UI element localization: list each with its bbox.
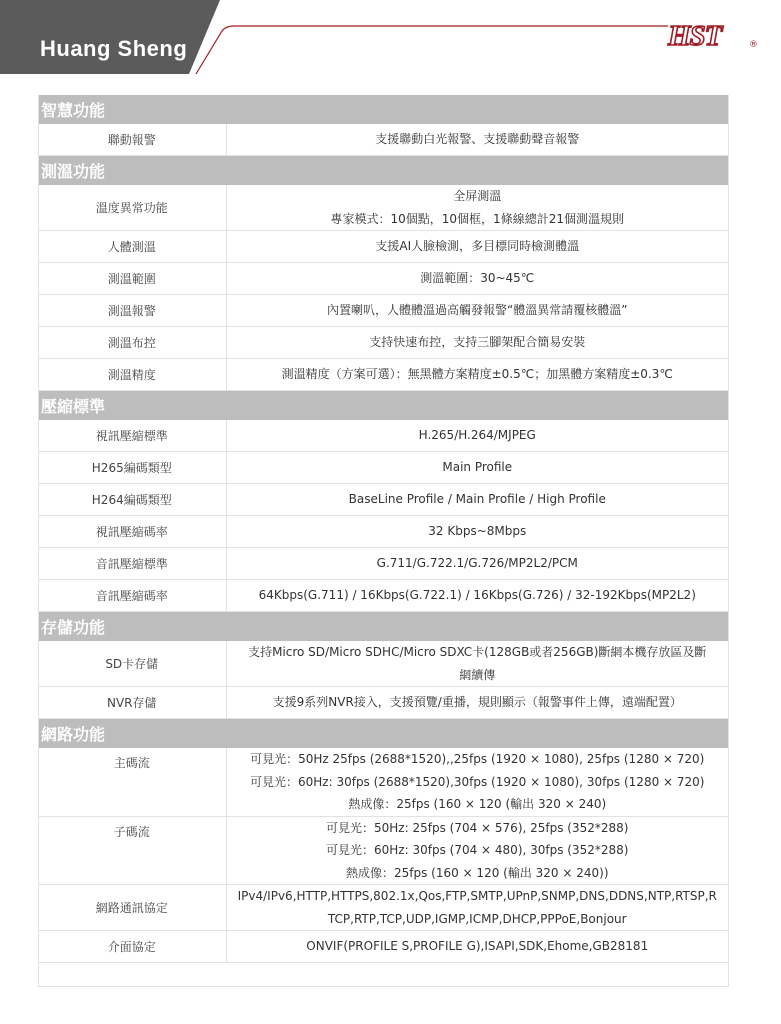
spec-label: 聯動報警 — [38, 124, 226, 156]
spec-value — [226, 359, 728, 391]
spec-value-line: 支援AI人臉檢測，多目標同時檢測體溫 — [375, 239, 580, 254]
section-title: 存儲功能 — [38, 612, 728, 642]
section-title: 測溫功能 — [38, 156, 728, 186]
spec-value-line: 可見光：50Hz: 25fps (704 × 576), 25fps (352*288) — [326, 820, 629, 835]
spec-value — [226, 885, 728, 931]
spec-value-line: 測溫精度（方案可選）：無黑體方案精度±0.5℃；加黑體方案精度±0.3℃ — [281, 367, 673, 382]
spec-row — [38, 548, 728, 580]
section-header — [38, 95, 728, 124]
spec-value-line: 測溫範圍：30~45℃ — [420, 271, 535, 286]
spec-value-line: 可見光：60Hz: 30fps (2688*1520),30fps (1920 × 1080), 30fps (1280 × 720) — [250, 774, 705, 789]
section-header — [38, 719, 728, 749]
spec-label: 測溫布控 — [38, 327, 226, 359]
spec-value-line: 熱成像：25fps (160 × 120 (輸出 320 × 240)) — [345, 865, 609, 880]
spec-value-line: 網續傳 — [459, 667, 496, 682]
spec-value — [226, 420, 728, 452]
spec-label: 測溫精度 — [38, 359, 226, 391]
spec-label: NVR存儲 — [38, 687, 226, 719]
spec-label: SD卡存儲 — [38, 641, 226, 687]
spec-value-line: 專家模式：10個點，10個框，1條線總計21個測溫規則 — [330, 211, 624, 226]
spec-row — [38, 185, 728, 231]
spec-value-line: 支持Micro SD/Micro SDHC/Micro SDXC卡(128GB或者256GB)斷網本機存放區及斷 — [248, 645, 707, 659]
spec-value — [226, 816, 728, 885]
section-header — [38, 391, 728, 421]
spec-label: 介面協定 — [38, 931, 226, 963]
spec-row — [38, 327, 728, 359]
spec-value — [226, 641, 728, 687]
spec-value-line: ONVIF(PROFILE S,PROFILE G),ISAPI,SDK,Ehome,GB28181 — [306, 939, 649, 954]
spec-row — [38, 231, 728, 263]
spec-value-line: 熱成像：25fps (160 × 120 (輸出 320 × 240) — [348, 797, 607, 811]
spec-value-line: 支持快速布控，支持三腳架配合簡易安裝 — [369, 335, 586, 350]
spec-value — [226, 748, 728, 816]
spec-row — [38, 359, 728, 391]
spec-value — [226, 516, 728, 548]
section-title: 網路功能 — [38, 719, 728, 749]
spec-value-line: 64Kbps(G.711) / 16Kbps(G.722.1) / 16Kbps(G.726) / 32-192Kbps(MP2L2) — [258, 588, 696, 603]
spec-row — [38, 931, 728, 963]
spec-value — [226, 484, 728, 516]
spec-row — [38, 295, 728, 327]
section-header — [38, 156, 728, 186]
spec-value-line: Main Profile — [442, 460, 513, 475]
spec-row — [38, 263, 728, 295]
spec-value-line: 全屏測溫 — [453, 189, 502, 203]
spec-value — [226, 185, 728, 231]
spec-row — [38, 687, 728, 719]
spec-label: 音訊壓縮標準 — [38, 548, 226, 580]
spec-label: 主碼流 — [38, 748, 226, 816]
section-title: 智慧功能 — [38, 95, 728, 124]
spec-label: 音訊壓縮碼率 — [38, 580, 226, 612]
spec-label: 測溫報警 — [38, 295, 226, 327]
spec-label: 溫度異常功能 — [38, 185, 226, 231]
spec-row — [38, 580, 728, 612]
spec-value — [226, 263, 728, 295]
spec-value — [226, 452, 728, 484]
spec-row — [38, 748, 728, 816]
spec-row — [38, 484, 728, 516]
spec-value-line: 可見光：50Hz 25fps (2688*1520),,25fps (1920 × 1080), 25fps (1280 × 720) — [250, 752, 705, 766]
spec-label: 視訊壓縮碼率 — [38, 516, 226, 548]
spec-value-line: IPv4/IPv6,HTTP,HTTPS,802.1x,Qos,FTP,SMTP,UPnP,SNMP,DNS,DDNS,NTP,RTSP,R — [237, 889, 717, 903]
spec-value — [226, 231, 728, 263]
spec-table — [38, 95, 728, 963]
spec-row — [38, 641, 728, 687]
spec-value-line: H.265/H.264/MJPEG — [418, 428, 536, 443]
spec-row — [38, 885, 728, 931]
spec-row — [38, 516, 728, 548]
company-logo: HST — [668, 20, 722, 52]
brand-name: Huang Sheng — [40, 36, 188, 61]
spec-value-line: TCP,RTP,TCP,UDP,IGMP,ICMP,DHCP,PPPoE,Bonjour — [327, 911, 627, 926]
section-header — [38, 612, 728, 642]
spec-value-line: 可見光：60Hz: 30fps (704 × 480), 30fps (352*288) — [326, 843, 629, 857]
spec-value — [226, 124, 728, 156]
spec-value — [226, 295, 728, 327]
spec-value-line: 支援9系列NVR接入，支援預覽/重播，規則顯示（報警事件上傳，遠端配置） — [272, 695, 682, 710]
spec-value-line: BaseLine Profile / Main Profile / High Profile — [348, 492, 606, 507]
spec-row — [38, 816, 728, 885]
section-title: 壓縮標準 — [38, 391, 728, 421]
spec-value-line: 32 Kbps~8Mbps — [428, 524, 527, 539]
spec-label: 子碼流 — [38, 816, 226, 885]
spec-row — [38, 124, 728, 156]
spec-value-line: 內置喇叭，人體體溫過高觸發報警“體溫異常請覆核體溫” — [327, 303, 628, 318]
spec-row — [38, 420, 728, 452]
spec-value — [226, 327, 728, 359]
spec-label: H265編碼類型 — [38, 452, 226, 484]
spec-value — [226, 548, 728, 580]
spec-value — [226, 687, 728, 719]
spec-value — [226, 580, 728, 612]
spec-label: 測溫範圍 — [38, 263, 226, 295]
spec-value — [226, 931, 728, 963]
spec-row — [38, 452, 728, 484]
spec-label: 網路通訊協定 — [38, 885, 226, 931]
registered-mark: ® — [749, 40, 758, 50]
spec-label: 視訊壓縮標準 — [38, 420, 226, 452]
header-accent-line — [196, 26, 668, 74]
spec-label: 人體測溫 — [38, 231, 226, 263]
spec-value-line: 支援聯動白光報警、支援聯動聲音報警 — [375, 132, 580, 147]
spec-value-line: G.711/G.722.1/G.726/MP2L2/PCM — [376, 556, 578, 571]
spec-label: H264編碼類型 — [38, 484, 226, 516]
